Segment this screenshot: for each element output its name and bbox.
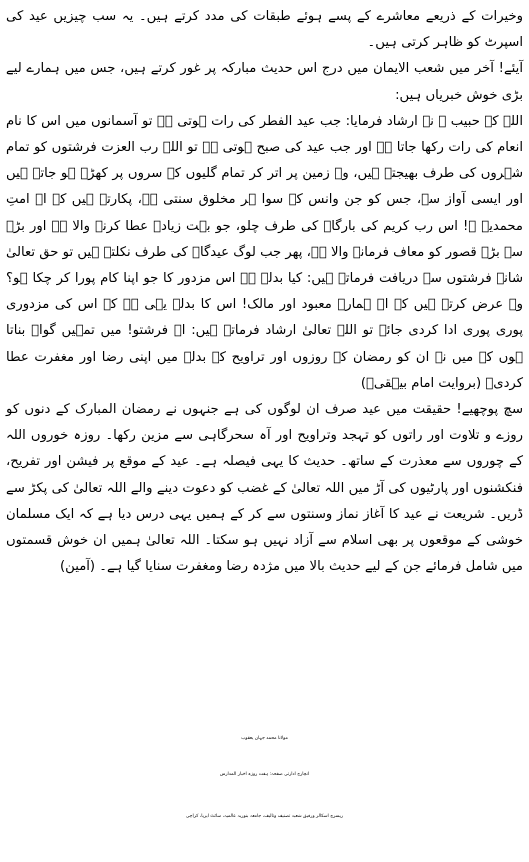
author-role: انچارج ادارتی صفحہ: ہفت روزہ اخبار المدارس [219,772,310,777]
article-paragraph: سچ پوچھیے! حقیقت میں عید صرف ان لوگوں کی ہے جنہوں نے رمضان المبارک کے دنوں کو روزے و تلاوت اور راتوں کو تہجد وتراویح اور آہ سحرگاہی سے مزین رکھا۔ روزہ خوروں اللہ کے چوروں سے معذرت کے ساتھ۔ حدیث کا یہی فیصلہ ہے۔ عید کے موقع پر فیشن اور تفریح، فنکشنوں اور پارٹیوں کی آڑ میں اللہ تعالیٰ کے غضب کو دعوت دینے والے اللہ تعالیٰ کی پکڑ سے ڈریں۔ شریعت نے عید کا آغاز نماز وسنتوں سے کر کے ہمیں یہی درس دیا ہے کہ ایک مسلمان خوشی کے موقعوں پر بھی اسلام سے آزاد نہیں ہو سکتا۔ اللہ تعالیٰ ہمیں ان خوش قسمتوں میں شامل فرمائے جن کے لیے حدیث بالا میں مژدہ رضا ومغفرت سنایا گیا ہے۔ (آمین) [6,402,523,575]
article-body [6,4,523,580]
author-affiliation: ریسرچ اسکالر ورفیق شعبہ تصنیف وتالیف، جامعہ بنوریہ عالمیہ، سائٹ ایریا، کراچی [185,814,344,819]
article-paragraph: وخیرات کے ذریعے معاشرے کے پسے ہوئے طبقات کی مدد کرتے ہیں۔ یہ سب چیزیں عید کی اسپرٹ کو ظاہر کرتی ہیں۔ [6,9,523,51]
article-paragraph: اللہ کے حبیب ﷺ نے ارشاد فرمایا: جب عید الفطر کی رات ہوتی ہے تو آسمانوں میں اس کا نام انعام کی رات رکھا جاتا ہے اور جب عید کی صبح ہوتی ہے تو اللہ رب العزت فرشتوں کو تمام شہروں کی طرف بھیجتے ہیں، وہ زمین پر اتر کر تمام گلیوں کے سروں پر کھڑے ہو جاتے ہیں اور ایسی آواز سے، جس کو جن وانس کے سوا ہر مخلوق سنتی ہے، پکارتے ہیں کہ اے امتِ محمدیہ ﷺ! اس رب کریم کی بارگاہ کی طرف چلو، جو بہت زیادہ عطا کرنے والا ہے اور بڑے سے بڑے قصور کو معاف فرمانے والا ہے، پھر جب لوگ عیدگاہ کی طرف نکلتے ہیں تو حق تعالیٰ شانہ فرشتوں سے دریافت فرماتے ہیں: کیا بدلہ ہے اس مزدور کا جو اپنا کام پورا کر چکا ہو؟ وہ عرض کرتے ہیں کہ اے ہمارے معبود اور مالک! اس کا بدلہ یہی ہے کہ اس کی مزدوری پوری پوری ادا کردی جائے تو اللہ تعالیٰ ارشاد فرماتے ہیں: اے فرشتو! میں تمہیں گواہ بناتا ہوں کہ میں نے ان کو رمضان کے روزوں اور تراویح کے بدلہ میں اپنی رضا اور مغفرت عطا کردی۔ (بروایت امام بیہقیؒ) [6,113,523,391]
author-name: مولانا محمد جہان یعقوب [241,736,288,741]
article-paragraph: آیئے! آخر میں شعب الایمان میں درج اس حدیث مبارکہ پر غور کرتے ہیں، جس میں ہمارے لیے بڑی خوش خبریاں ہیں: [6,61,523,103]
